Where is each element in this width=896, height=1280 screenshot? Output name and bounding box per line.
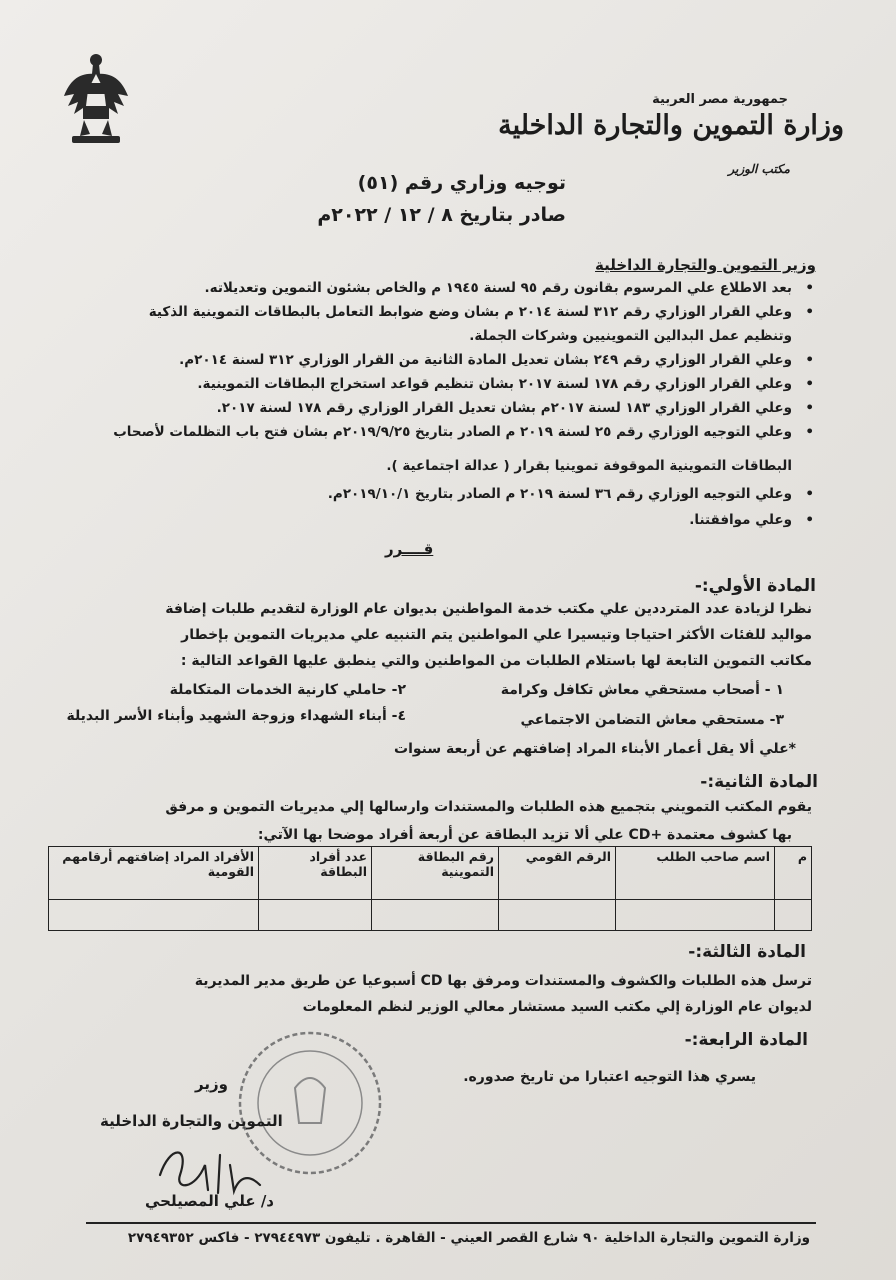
table-header: الرقم القومي [499,847,616,900]
table-header: م [775,847,812,900]
directive-title: توجيه وزاري رقم (٥١) [357,172,566,194]
preamble-item: •بعد الاطلاع علي المرسوم بقانون رقم ٩٥ لسنة ١٩٤٥ م والخاص بشئون التموين وتعديلاته. [204,280,814,296]
decision-label: قــــرر [385,540,434,558]
article-4-line: يسري هذا التوجيه اعتبارا من تاريخ صدوره. [463,1069,756,1085]
article-2-line: بها كشوف معتمدة +CD علي ألا تزيد البطاقة عن أربعة أفراد موضحا بها الآتي: [257,827,792,843]
table-header: رقم البطاقة التموينية [372,847,499,900]
table-row [49,900,812,931]
article-1-line: مكاتب التموين التابعة لها باستلام الطلبات من المواطنين والتي ينطبق عليها القواعد التالية : [180,653,812,669]
article-2-heading: المادة الثانية:- [700,772,818,792]
republic-label: جمهورية مصر العربية [652,92,788,107]
preamble-item: •وعلي القرار الوزاري ١٨٣ لسنة ٢٠١٧م بشان تعديل القرار الوزاري رقم ١٧٨ لسنة ٢٠١٧. [216,400,814,416]
minister-heading: وزير التموين والتجارة الداخلية [595,256,816,274]
footer-divider [86,1222,816,1224]
signature-title: وزير [195,1075,228,1093]
issue-date: صادر بتاريخ ٨ / ١٢ / ٢٠٢٢م [317,204,566,226]
criteria-item: ٤- أبناء الشهداء وزوجة الشهيد وأبناء الأسر البديلة [66,708,406,724]
signatory-name: د/ علي المصيلحي [145,1192,275,1210]
article-1-line: نظرا لزيادة عدد المترددين علي مكتب خدمة المواطنين بديوان عام الوزارة لتقديم طلبات إضافة [165,601,812,617]
preamble-item: •وعلي القرار الوزاري رقم ٢٤٩ بشان تعديل المادة الثانية من القرار الوزاري ٣١٢ لسنة ٢٠١٤م. [179,352,814,368]
table-header: اسم صاحب الطلب [616,847,775,900]
criteria-item: ٣- مستحقي معاش التضامن الاجتماعي [520,712,784,728]
eagle-emblem-icon [60,50,132,148]
preamble-item: •وعلي القرار الوزاري رقم ٣١٢ لسنة ٢٠١٤ م بشان وضع ضوابط التعامل بالبطاقات التموينية الذكية [148,304,814,320]
table-header-row [49,847,812,900]
article-1-line: مواليد للفئات الأكثر احتياجا وتيسيرا علي المواطنين يتم التنبيه علي مديريات التموين بإخطار [181,627,812,643]
article-3-heading: المادة الثالثة:- [688,942,806,962]
ministry-name: وزارة التموين والتجارة الداخلية [498,110,844,141]
preamble-item: •وعلي التوجيه الوزاري رقم ٣٦ لسنة ٢٠١٩ م الصادر بتاريخ ٢٠١٩/١٠/١م. [327,486,814,502]
criteria-item: ١ - أصحاب مستحقي معاش تكافل وكرامة [500,682,784,698]
article-4-heading: المادة الرابعة:- [684,1030,808,1050]
article-1-heading: المادة الأولي:- [694,576,816,596]
minister-office-label: مكتب الوزير [728,162,790,176]
preamble-item: •وعلي موافقتنا. [689,512,814,528]
preamble-item-continuation: البطاقات التموينية الموقوفة تموينيا بقرار ( عدالة اجتماعية ). [386,458,792,474]
preamble-item: •وعلي التوجيه الوزاري رقم ٢٥ لسنة ٢٠١٩ م الصادر بتاريخ ٢٠١٩/٩/٢٥م بشان فتح باب التظلمات لأصحاب [113,424,814,440]
applicants-table [48,846,812,931]
article-2-line: يقوم المكتب التمويني بتجميع هذه الطلبات والمستندات وارسالها إلي مديريات التموين و مرفق [165,799,812,815]
preamble-item-continuation: وتنظيم عمل البدالين التموينيين وشركات الجملة. [469,328,792,344]
signature-ministry: التموين والتجارة الداخلية [100,1112,283,1130]
article-3-line: لديوان عام الوزارة إلي مكتب السيد مستشار معالي الوزير لنظم المعلومات [302,999,812,1015]
criteria-item: ٢- حاملي كارنية الخدمات المتكاملة [169,682,406,698]
table-header: عدد أفراد البطاقة [259,847,372,900]
table-header: الأفراد المراد إضافتهم أرقامهم القومية [49,847,259,900]
preamble-item: •وعلي القرار الوزاري رقم ١٧٨ لسنة ٢٠١٧ بشان تنظيم قواعد استخراج البطاقات التموينية. [197,376,814,392]
footer-contact: وزارة التموين والتجارة الداخلية ٩٠ شارع القصر العيني - القاهرة . تليفون ٢٧٩٤٤٩٧٣ - فاكس ٢٧٩٤٩٣٥٢ [127,1230,810,1246]
article-3-line: ترسل هذه الطلبات والكشوف والمستندات ومرفق بها CD أسبوعيا عن طريق مدير المديرية [194,973,812,989]
age-note: *علي ألا يقل أعمار الأبناء المراد إضافتهم عن أربعة سنوات [394,741,796,757]
